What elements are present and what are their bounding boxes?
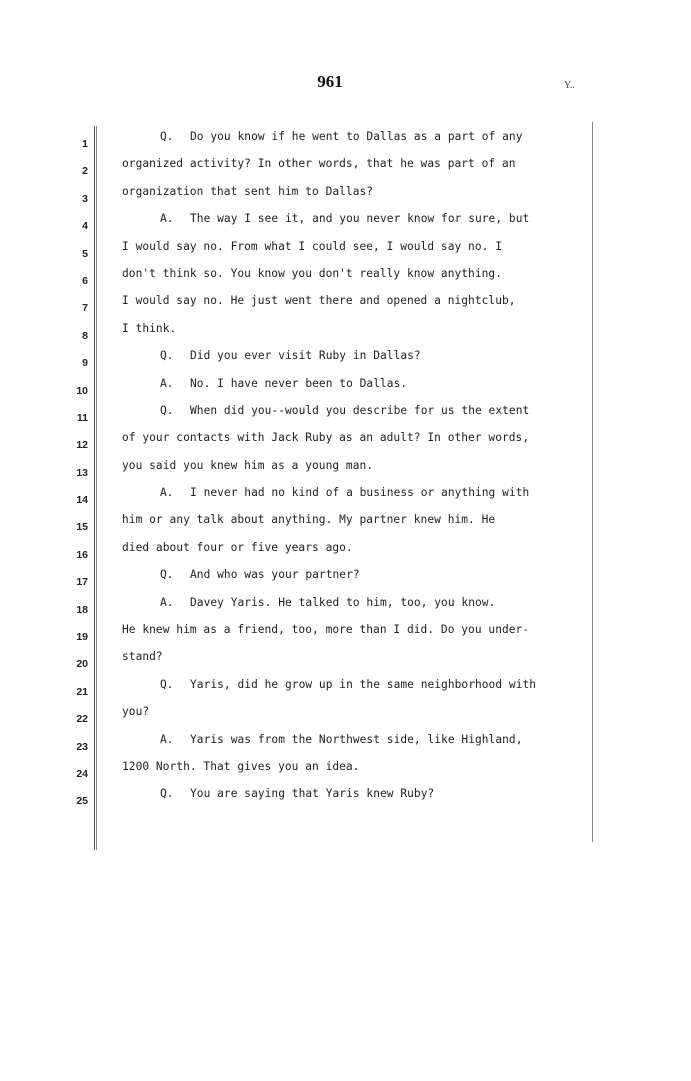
line-text: Yaris, did he grow up in the same neighborhood with <box>190 677 537 691</box>
line-text: Yaris was from the Northwest side, like Highland, <box>190 732 523 746</box>
line-number: 12 <box>76 439 88 452</box>
line-number: 3 <box>82 192 88 205</box>
transcript-line <box>122 292 582 319</box>
line-text: I think. <box>122 321 177 335</box>
transcript-line <box>122 375 582 402</box>
line-text: you? <box>122 705 150 719</box>
line-text: you said you knew him as a young man. <box>122 458 374 472</box>
speaker-label: A. <box>160 376 174 390</box>
transcript-line <box>122 457 582 484</box>
page-number: 961 <box>317 72 343 91</box>
line-number: 20 <box>76 658 88 671</box>
transcript-line <box>122 511 582 538</box>
line-number: 23 <box>76 740 88 753</box>
transcript-line <box>122 676 582 703</box>
line-text: 1200 North. That gives you an idea. <box>122 759 360 773</box>
line-text: organization that sent him to Dallas? <box>122 184 374 198</box>
speaker-label: A. <box>160 486 174 500</box>
transcript-line <box>122 539 582 566</box>
transcript-line <box>122 320 582 347</box>
line-text: The way I see it, and you never know for sure, but <box>190 212 530 226</box>
line-number: 24 <box>76 767 88 780</box>
transcript-line <box>122 703 582 730</box>
line-text: died about four or five years ago. <box>122 540 353 554</box>
line-text: And who was your partner? <box>190 568 360 582</box>
line-text: I would say no. From what I could see, I would say no. I <box>122 239 502 253</box>
line-text: When did you--would you describe for us the extent <box>190 403 530 417</box>
transcript-body <box>122 128 582 813</box>
transcript-line <box>122 594 582 621</box>
speaker-label: A. <box>160 732 174 746</box>
transcript-line <box>122 265 582 292</box>
speaker-label: Q. <box>160 349 174 363</box>
speaker-label: Q. <box>160 568 174 582</box>
transcript-line <box>122 731 582 758</box>
line-text: You are saying that Yaris knew Ruby? <box>190 787 435 801</box>
line-number: 14 <box>76 494 88 507</box>
transcript-line <box>122 648 582 675</box>
line-number: 6 <box>82 274 88 287</box>
line-number: 10 <box>76 384 88 397</box>
line-text: organized activity? In other words, that he was part of an <box>122 157 516 171</box>
speaker-label: Q. <box>160 677 174 691</box>
line-number: 13 <box>76 466 88 479</box>
line-text: Davey Yaris. He talked to him, too, you know. <box>190 595 496 609</box>
line-text: of your contacts with Jack Ruby as an adult? In other words, <box>122 431 530 445</box>
transcript-line <box>122 128 582 155</box>
transcript-line <box>122 429 582 456</box>
line-number: 5 <box>82 247 88 260</box>
line-number: 25 <box>76 795 88 808</box>
corner-mark: Y.. <box>564 80 575 91</box>
line-number: 18 <box>76 603 88 616</box>
line-text: him or any talk about anything. My partner knew him. He <box>122 513 496 527</box>
line-text: I would say no. He just went there and opened a nightclub, <box>122 294 516 308</box>
line-number: 11 <box>76 411 88 424</box>
line-text: He knew him as a friend, too, more than I did. Do you under- <box>122 623 530 637</box>
line-number: 9 <box>82 357 88 370</box>
speaker-label: Q. <box>160 403 174 417</box>
transcript-line <box>122 155 582 182</box>
line-number: 22 <box>76 713 88 726</box>
line-number: 15 <box>76 521 88 534</box>
transcript-line <box>122 758 582 785</box>
transcript-line <box>122 210 582 237</box>
transcript-line <box>122 484 582 511</box>
line-text: don't think so. You know you don't really know anything. <box>122 266 502 280</box>
transcript-line <box>122 183 582 210</box>
line-text: No. I have never been to Dallas. <box>190 376 408 390</box>
right-margin-rule <box>592 122 593 842</box>
transcript-line <box>122 402 582 429</box>
line-text: stand? <box>122 650 163 664</box>
line-number: 2 <box>82 165 88 178</box>
line-number: 1 <box>82 138 88 150</box>
line-text: Do you know if he went to Dallas as a part of any <box>190 130 523 143</box>
left-margin-rule <box>94 126 97 850</box>
line-number-column <box>62 132 88 817</box>
transcript-line <box>122 238 582 265</box>
speaker-label: A. <box>160 212 174 226</box>
transcript-line <box>122 347 582 374</box>
transcript-line <box>122 785 582 812</box>
speaker-label: Q. <box>160 787 174 801</box>
line-number: 8 <box>82 329 88 342</box>
line-number: 7 <box>82 302 88 315</box>
line-number: 4 <box>82 220 88 233</box>
line-number: 16 <box>76 548 88 561</box>
transcript-line <box>122 621 582 648</box>
line-number: 21 <box>76 685 88 698</box>
line-number: 17 <box>76 576 88 589</box>
line-text: Did you ever visit Ruby in Dallas? <box>190 349 421 363</box>
line-text: I never had no kind of a business or anything with <box>190 486 530 500</box>
transcript-line <box>122 566 582 593</box>
speaker-label: Q. <box>160 130 174 143</box>
speaker-label: A. <box>160 595 174 609</box>
line-number: 19 <box>76 631 88 644</box>
